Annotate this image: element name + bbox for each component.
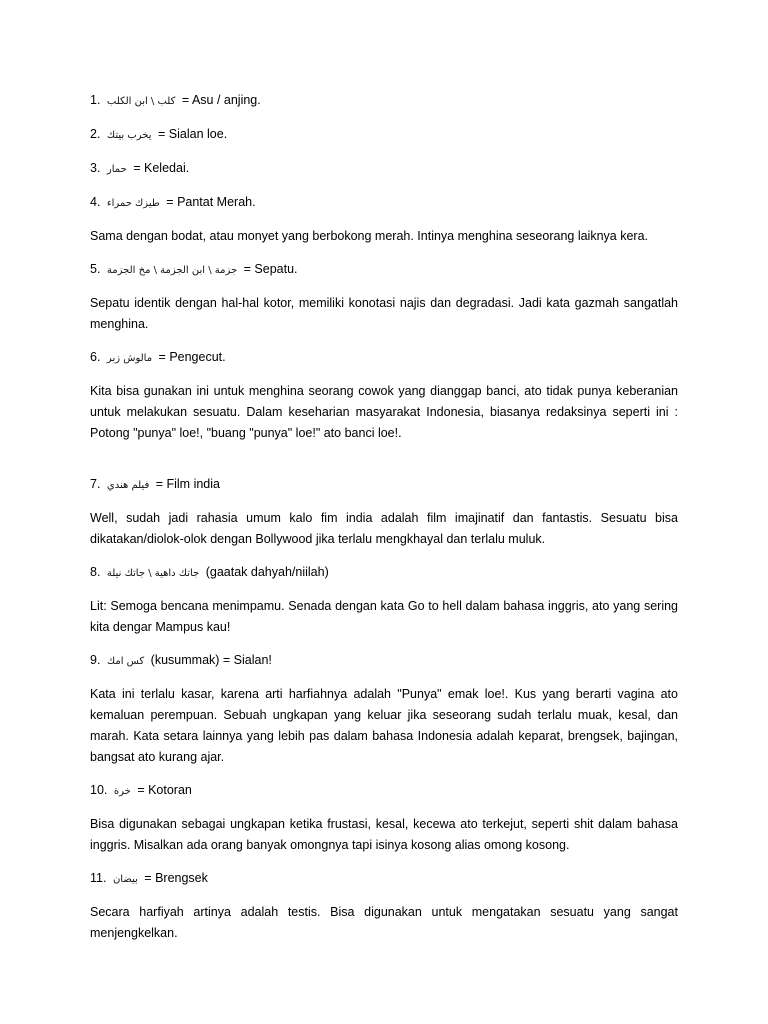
entry-translation: = Keledai. (133, 161, 190, 175)
entry-number: 10. (90, 783, 108, 797)
entry-translation: (kusummak) = Sialan! (150, 653, 272, 667)
entry-number: 4. (90, 195, 101, 209)
entry-heading (90, 868, 678, 890)
entry-heading (90, 192, 678, 214)
arabic-term: حمار (106, 164, 127, 175)
entry-heading (90, 90, 678, 112)
arabic-term: كلب \ ابن الكلب (106, 96, 176, 107)
arabic-term: جاتك داهية \ جاتك نيلة (106, 568, 200, 579)
document-body (90, 90, 678, 956)
arabic-term: فيلم هندي (106, 480, 150, 491)
entry-number: 3. (90, 161, 101, 175)
entry-heading (90, 780, 678, 802)
entry-translation: = Asu / anjing. (181, 93, 261, 107)
entry-translation: = Brengsek (144, 871, 208, 885)
arabic-term: طيزك حمراء (106, 198, 160, 209)
entry-description: Kata ini terlalu kasar, karena arti harfiahnya adalah "Punya" emak loe!. Kus yang berarti vagina ato kemaluan perempuan. Sebuah ungkapan yang keluar jika seseorang sudah terlalu muak, kesal, dan marah. Kata setara lainnya yang lebih pas dalam bahasa Indonesia adalah keparat, brengsek, bajingan, bangsat ato kurang ajar. (90, 687, 678, 764)
spacer (90, 456, 678, 474)
entry-heading (90, 124, 678, 146)
entry-translation: = Sialan loe. (158, 127, 228, 141)
entry-heading (90, 562, 678, 584)
entry-description: Sepatu identik dengan hal-hal kotor, memiliki konotasi najis dan degradasi. Jadi kata gazmah sangatlah menghina. (90, 296, 678, 331)
entry-number: 11. (90, 871, 107, 885)
arabic-term: يخرب بيتك (106, 130, 152, 141)
entry-description: Well, sudah jadi rahasia umum kalo fim india adalah film imajinatif dan fantastis. Sesuatu bisa dikatakan/diolok-olok dengan Bollywood jika terlalu mengkhayal dan terlalu muluk. (90, 511, 678, 546)
entry-heading (90, 347, 678, 369)
entry-number: 7. (90, 477, 101, 491)
entry-translation: = Kotoran (137, 783, 192, 797)
entry-description: Sama dengan bodat, atau monyet yang berbokong merah. Intinya menghina seseorang laiknya kera. (90, 229, 649, 243)
entry-number: 9. (90, 653, 101, 667)
entry-translation: = Film india (155, 477, 220, 491)
entry-description: Kita bisa gunakan ini untuk menghina seorang cowok yang dianggap banci, ato tidak punya keberanian untuk melakukan sesuatu. Dalam keseharian masyarakat Indonesia, biasanya redaksinya seperti ini : Potong "punya" loe!, "buang "punya" loe!" ato banci loe!. (90, 384, 678, 440)
arabic-term: مالوش زبر (106, 353, 153, 364)
entry-heading (90, 474, 678, 496)
arabic-term: جزمة \ ابن الجزمة \ مخ الجزمة (106, 265, 238, 276)
entry-translation: (gaatak dahyah/niilah) (205, 565, 329, 579)
entry-translation: = Pantat Merah. (166, 195, 256, 209)
entry-number: 5. (90, 262, 101, 276)
entry-description: Bisa digunakan sebagai ungkapan ketika frustasi, kesal, kecewa ato terkejut, seperti shit dalam bahasa inggris. Misalkan ada orang banyak omongnya tapi isinya kosong alias omong kosong. (90, 817, 678, 852)
entry-number: 8. (90, 565, 101, 579)
entry-heading (90, 158, 678, 180)
entry-heading (90, 259, 678, 281)
entry-number: 6. (90, 350, 101, 364)
entry-description: Secara harfiyah artinya adalah testis. Bisa digunakan untuk mengatakan sesuatu yang sangat menjengkelkan. (90, 905, 678, 940)
entry-number: 2. (90, 127, 101, 141)
entry-number: 1. (90, 93, 101, 107)
arabic-term: بيضان (112, 874, 138, 885)
entry-translation: = Sepatu. (243, 262, 298, 276)
entry-description: Lit: Semoga bencana menimpamu. Senada dengan kata Go to hell dalam bahasa inggris, ato yang sering kita dengar Mampus kau! (90, 599, 678, 634)
arabic-term: خرة (113, 786, 131, 797)
entry-heading (90, 650, 678, 672)
entry-translation: = Pengecut. (158, 350, 226, 364)
arabic-term: كس امك (106, 656, 145, 667)
